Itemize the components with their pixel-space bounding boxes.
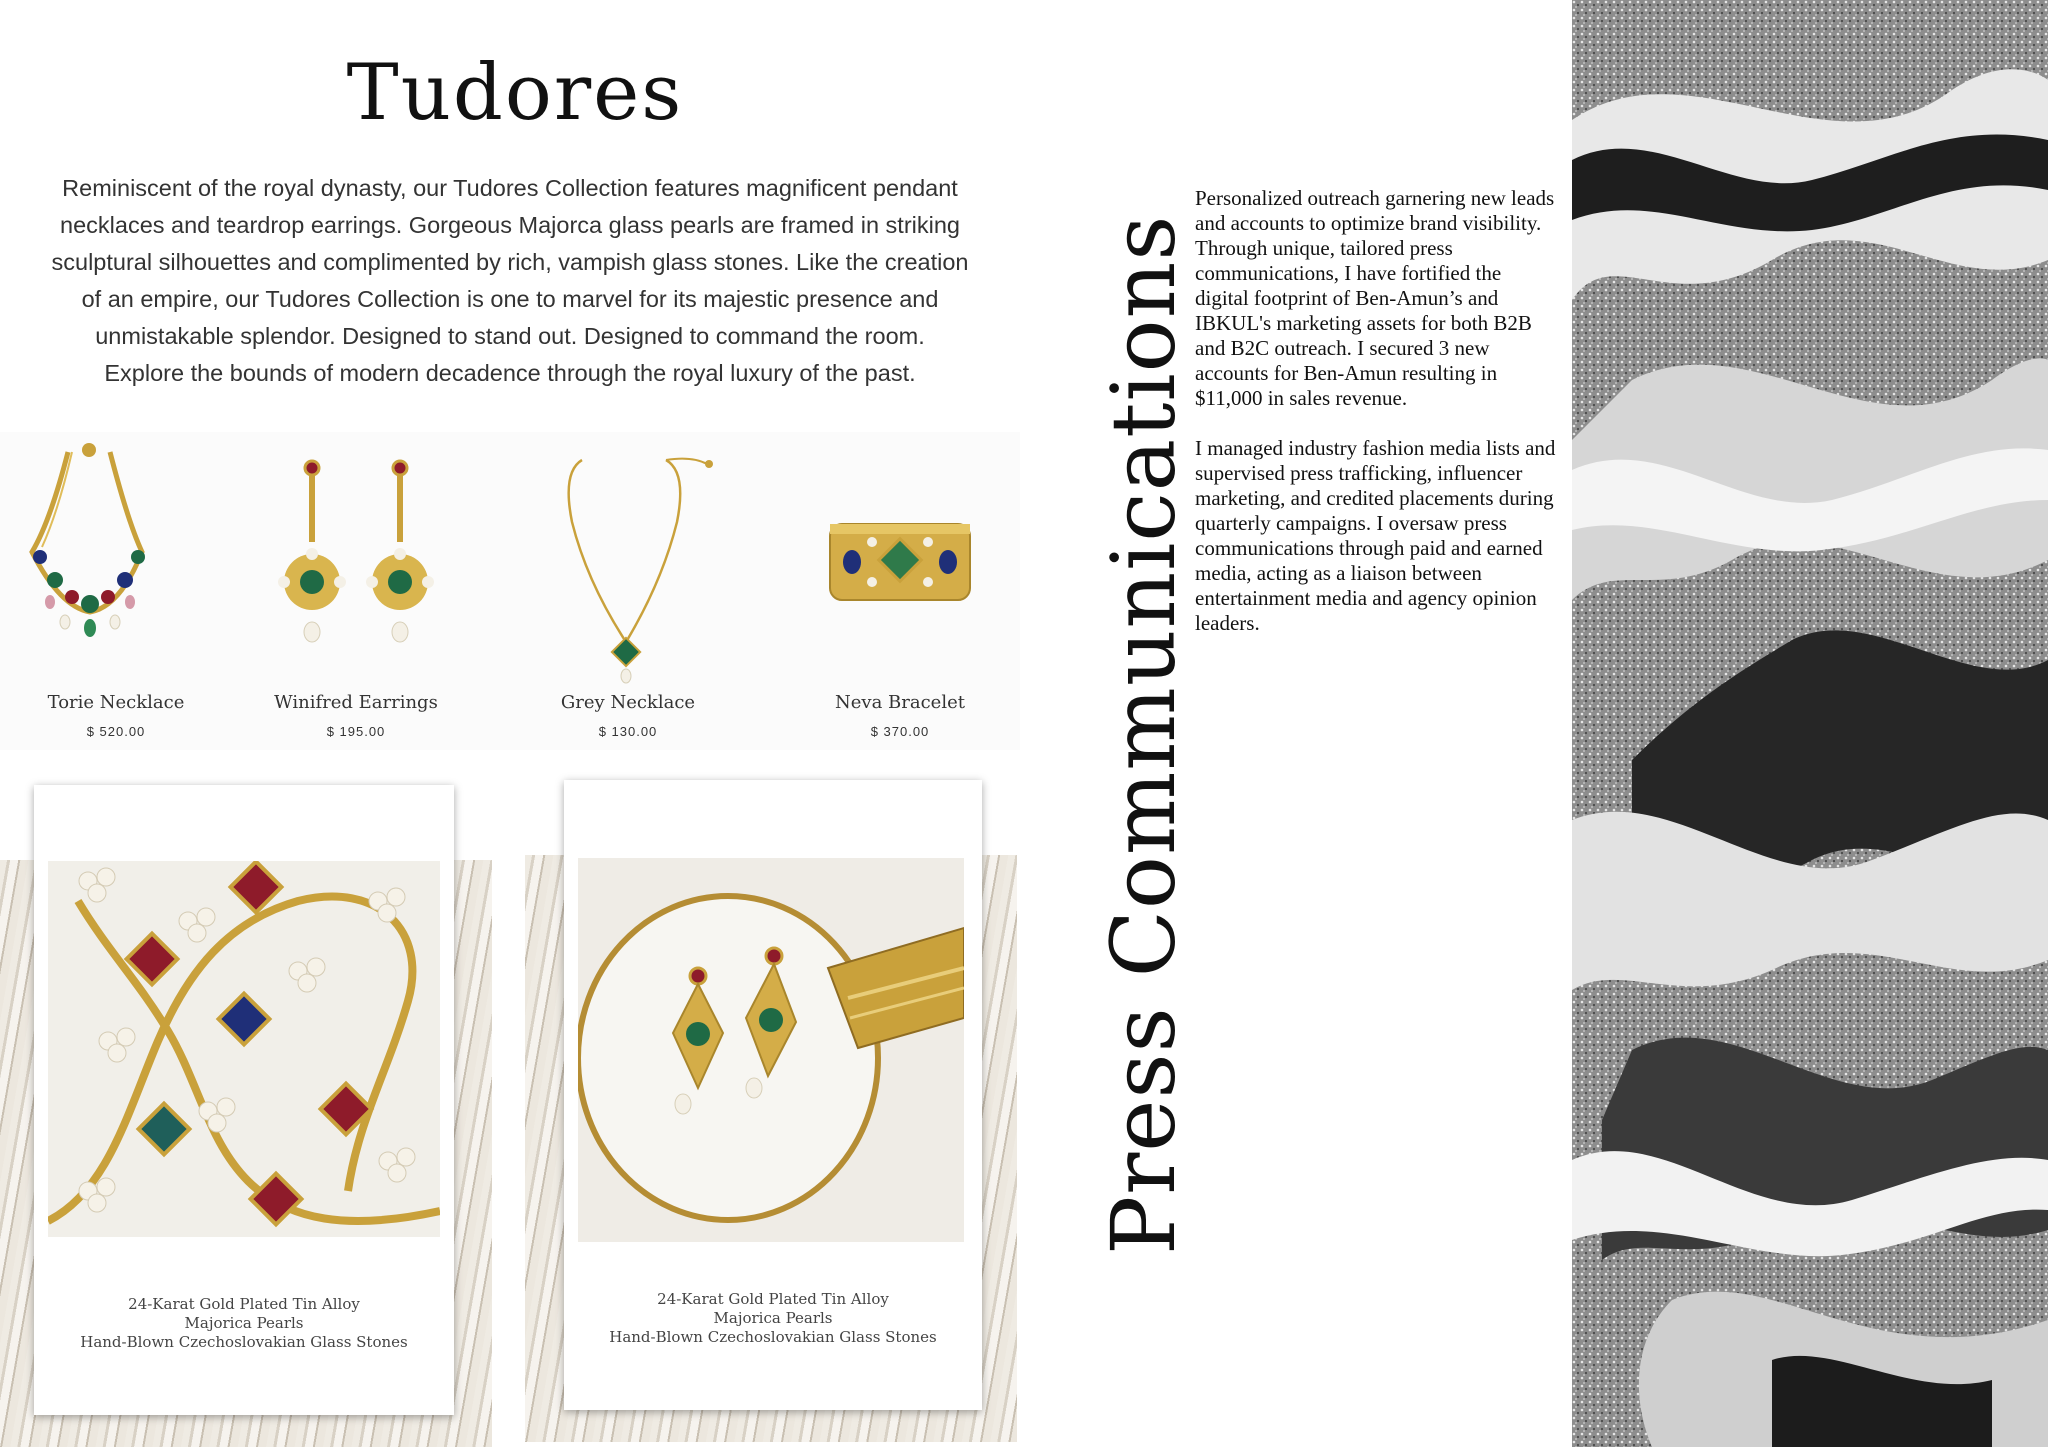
- product-strip: [0, 432, 1020, 750]
- intro-line: Explore the bounds of modern decadence through the royal luxury of the past.: [104, 360, 916, 386]
- product-price: $ 195.00: [326, 724, 386, 739]
- necklace-icon: [0, 432, 252, 687]
- bracelet-photo: [48, 861, 440, 1237]
- product-card[interactable]: [492, 432, 764, 750]
- cuff-bracelet-icon: [764, 432, 1036, 687]
- earrings-icon: [220, 432, 492, 687]
- collection-page: [0, 0, 1020, 1447]
- product-photo-card: [564, 780, 982, 1410]
- product-price: $ 370.00: [870, 724, 930, 739]
- intro-line: necklaces and teardrop earrings. Gorgeous Majorca glass pearls are framed in striking: [60, 212, 960, 238]
- press-body: [1195, 186, 1557, 661]
- product-card[interactable]: [220, 432, 492, 750]
- caption-line: Majorica Pearls: [713, 1309, 833, 1327]
- product-price: $ 130.00: [598, 724, 658, 739]
- product-name[interactable]: Torie Necklace: [47, 692, 185, 713]
- press-paragraph: Personalized outreach garnering new leads and accounts to optimize brand visibility. Through unique, tailored press communications, I have fortified the digital footprint of Ben-Amun’s and IBKUL's marketing assets for both B2B and B2C outreach. I secured 3 new accounts for Ben-Amun resulting in $11,000 in sales revenue.: [1195, 186, 1555, 410]
- caption-line: Majorica Pearls: [184, 1314, 304, 1332]
- marble-swirl-icon: [1572, 0, 2048, 1447]
- caption-line: 24-Karat Gold Plated Tin Alloy: [128, 1295, 360, 1313]
- product-name[interactable]: Grey Necklace: [560, 692, 696, 713]
- intro-line: sculptural silhouettes and complimented by rich, vampish glass stones. Like the creation: [51, 249, 969, 275]
- product-card[interactable]: [764, 432, 1036, 750]
- press-title: Press Communications: [1092, 214, 1195, 1255]
- product-name[interactable]: Winifred Earrings: [274, 692, 438, 713]
- caption-line: 24-Karat Gold Plated Tin Alloy: [657, 1290, 889, 1308]
- collection-intro: [10, 170, 1010, 392]
- intro-line: Reminiscent of the royal dynasty, our Tudores Collection features magnificent pendant: [62, 175, 958, 201]
- product-card[interactable]: [0, 432, 252, 750]
- marble-art-panel: [1572, 0, 2048, 1447]
- product-name[interactable]: Neva Bracelet: [835, 692, 965, 713]
- earrings-photo: [578, 858, 964, 1242]
- intro-line: unmistakable splendor. Designed to stand out. Designed to command the room.: [95, 323, 925, 349]
- caption-line: Hand-Blown Czechoslovakian Glass Stones: [609, 1328, 937, 1346]
- materials-caption: [564, 1290, 982, 1347]
- collection-title: Tudores: [346, 48, 684, 138]
- product-photo-card: [34, 785, 454, 1415]
- bracelet-chain-icon: [48, 861, 440, 1237]
- caption-line: Hand-Blown Czechoslovakian Glass Stones: [80, 1333, 408, 1351]
- intro-line: of an empire, our Tudores Collection is one to marvel for its majestic presence and: [81, 286, 939, 312]
- press-paragraph: I managed industry fashion media lists and supervised press trafficking, influencer marketing, and credited placements during quarterly campaigns. I oversaw press communications through paid and earned media, acting as a liaison between entertainment media and agency opinion leaders.: [1195, 436, 1556, 635]
- materials-caption: [34, 1295, 454, 1352]
- pendant-necklace-icon: [492, 432, 764, 687]
- hand-mirror-icon: [578, 858, 964, 1242]
- product-price: $ 520.00: [86, 724, 146, 739]
